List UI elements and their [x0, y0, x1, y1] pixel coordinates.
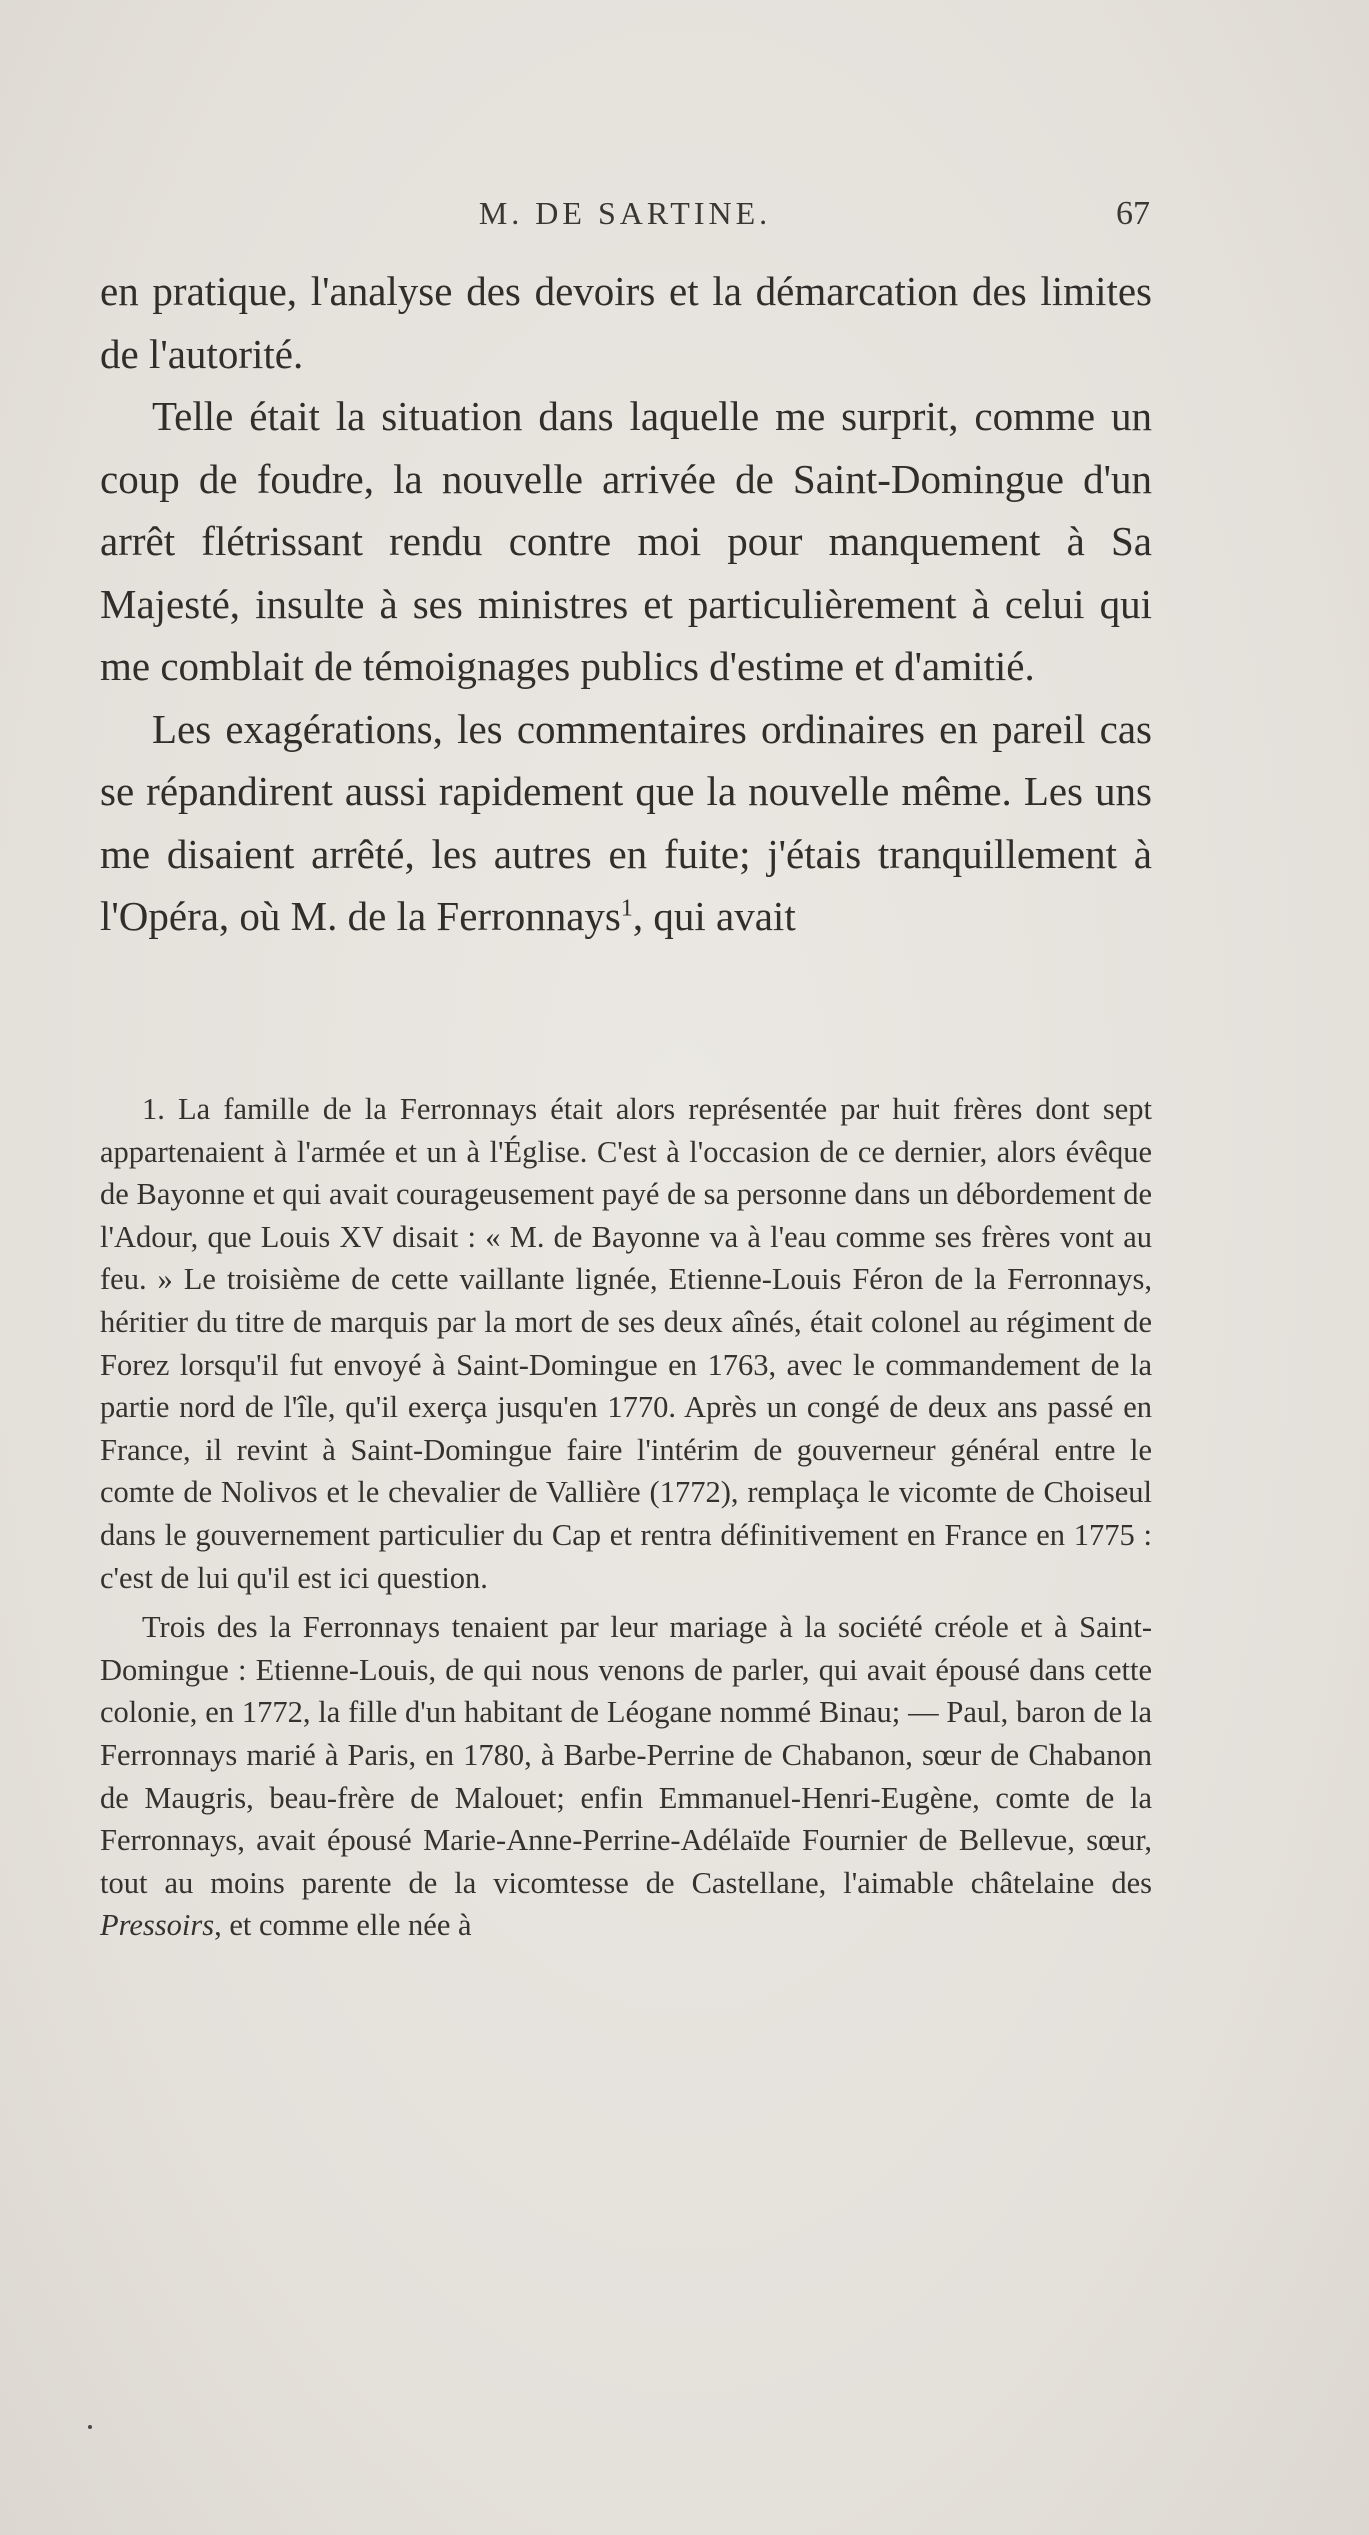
- page-number: 67: [1116, 195, 1150, 232]
- paragraph-2: Telle était la situation dans laquelle me surprit, comme un coup de foudre, la nouvelle arrivée de Saint-Domingue d'un arrêt flétrissant rendu contre moi pour manquement à Sa Majesté, insulte à ses ministres et particulièrement à celui qui me comblait de témoignages publics d'estime et d'amitié.: [100, 393, 1152, 689]
- footnote-1: 1. La famille de la Ferronnays était alors représentée par huit frères dont sept appartenaient à l'armée et un à l'Église. C'est à l'occasion de ce dernier, alors évêque de Bayonne et qui avait courageusement payé de sa personne dans un débordement de l'Adour, que Louis XV disait : « M. de Bayonne va à l'eau comme ses frères vont au feu. » Le troisième de cette vaillante lignée, Etienne-Louis Féron de la Ferronnays, héritier du titre de marquis par la mort de ses deux aînés, était colonel au régiment de Forez lorsqu'il fut envoyé à Saint-Domingue en 1763, avec le commandement de la partie nord de l'île, qu'il exerça jusqu'en 1770. Après un congé de deux ans passé en France, il revint à Saint-Domingue faire l'intérim de gouverneur général entre le comte de Nolivos et le chevalier de Vallière (1772), remplaça le vicomte de Choiseul dans le gouvernement particulier du Cap et rentra définitivement en France en 1775 : c'est de lui qu'il est ici question.: [100, 1092, 1152, 1595]
- main-text: [100, 260, 1152, 948]
- footnote-text: Trois des la Ferronnays tenaient par leur mariage à la société créole et à Saint-Domingue : Etienne-Louis, de qui nous venons de parler, qui avait épousé dans cette colonie, en 1772, la fille d'un habitant de Léogane nommé Binau; — Paul, baron de la Ferronnays marié à Paris, en 1780, à Barbe-Perrine de Chabanon, sœur de Chabanon de Maugris, beau-frère de Malouet; enfin Emmanuel-Henri-Eugène, comte de la Ferronnays, avait épousé Marie-Anne-Perrine-Adélaïde Fournier de Bellevue, sœur, tout au moins parente de la vicomtesse de Castellane, l'aimable châtelaine des: [100, 1610, 1152, 1900]
- paragraph-3-text: Les exagérations, les commentaires ordinaires en pareil cas se répandirent aussi rapidement que la nouvelle même. Les uns me disaient arrêté, les autres en fuite; j'étais tranquillement à l'Opéra, où M. de la Ferronnays: [100, 705, 1152, 939]
- running-title: M. DE SARTINE.: [478, 195, 772, 231]
- footnotes: [100, 1088, 1152, 1947]
- footnote-text-end: , et comme elle née à: [214, 1908, 472, 1943]
- paper-speck: [88, 2425, 92, 2429]
- paragraph-1: en pratique, l'analyse des devoirs et la démarcation des limites de l'autorité.: [100, 268, 1152, 377]
- footnote-1-continuation: [100, 1606, 1152, 1947]
- page-header: [100, 195, 1150, 235]
- paragraph-3-tail: , qui avait: [632, 893, 796, 939]
- footnote-reference: 1: [620, 895, 633, 922]
- paragraph-3: [100, 698, 1152, 948]
- footnote-italic-title: Pressoirs: [100, 1908, 215, 1943]
